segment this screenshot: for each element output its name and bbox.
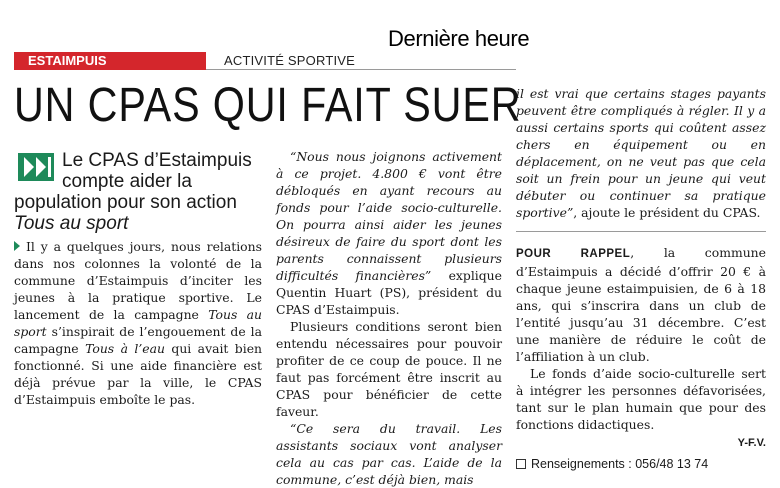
lead-block xyxy=(14,150,264,234)
lead-line-3: population pour son action xyxy=(14,192,237,213)
newspaper-title: Dernière heure xyxy=(388,26,530,51)
paragraph: POUR RAPPEL, la commune d’Estaimpuis a décidé d’offrir 20 € à chaque jeune estaimpuisien, de 6 à 18 ans, qui s’inscrira dans un club de l’entité jusqu’au 31 décembre. C’est une manière de réduire le coût de l’affiliation à un club. xyxy=(516,245,766,364)
column-2 xyxy=(276,148,502,488)
paragraph: “Nous nous joignons activement à ce projet. 4.800 € vont être débloqués en ayant recours au fonds pour l’aide socio-culturelle. On pourra ainsi aider les jeunes désireux de faire du sport dont les parents connaissent plusieurs difficultés financières” explique Quentin Huart (PS), président du CPAS d’Estaimpuis. xyxy=(276,149,502,317)
rubric-bar xyxy=(14,52,768,70)
headline: UN CPAS QUI FAIT SUER xyxy=(14,79,522,132)
paragraph: Il y a quelques jours, nous relations dans nos colonnes la volonté de la commune d’Estaimpuis d’inciter les jeunes à la pratique sportive. Le lancement de la campagne Tous au sport s’inspirait de l’engouement de la campagne Tous à l’eau qui avait bien fonctionné. Si une aide financière est déjà prévue par la ville, le CPAS d’Estaimpuis emboîte le pas. xyxy=(14,239,263,407)
paragraph: Le fonds d’aide socio-culturelle sert à intégrer les personnes défavorisées, tant sur le plan humain que pour des fonctions didactiques. xyxy=(516,366,766,432)
paragraph: Plusieurs conditions seront bien entendu nécessaires pour pouvoir profiter de ce coup de pouce. Il ne faut pas forcément être inscrit au CPAS pour bénéficier de cette faveur. xyxy=(276,319,502,419)
column-divider xyxy=(516,231,766,232)
lead-line-2: compte aider la xyxy=(62,171,192,192)
rubric-subtitle: ACTIVITÉ SPORTIVE xyxy=(224,53,356,68)
column-1 xyxy=(14,238,262,408)
author-signature: Y-F.V. xyxy=(737,437,766,449)
paragraph: il est vrai que certains stages payants peuvent être compliqués à régler. Il y a aussi certains sports qui coûtent assez chers en équipement ou en déplacement, on ne veut pas que cela soit un frein pour un jeune qui veut débuter ou continuer sa pratique sportive”, ajoute le président du CPAS. xyxy=(516,86,766,220)
lead-line-1: Le CPAS d’Estaimpuis xyxy=(62,150,252,171)
checkbox-icon xyxy=(516,459,526,469)
paragraph: “Ce sera du travail. Les assistants sociaux vont analyser cela au cas par cas. L’aide de la commune, c’est déjà bien, mais xyxy=(276,421,502,487)
page-header xyxy=(380,0,680,51)
column-3 xyxy=(516,85,766,473)
lead-emphasis: Tous au sport xyxy=(14,213,129,234)
info-line: Renseignements : 056/48 13 74 xyxy=(516,456,766,473)
rubric-tag: ESTAIMPUIS xyxy=(14,52,206,70)
double-arrow-icon xyxy=(18,153,54,181)
triangle-bullet-icon xyxy=(14,241,20,251)
